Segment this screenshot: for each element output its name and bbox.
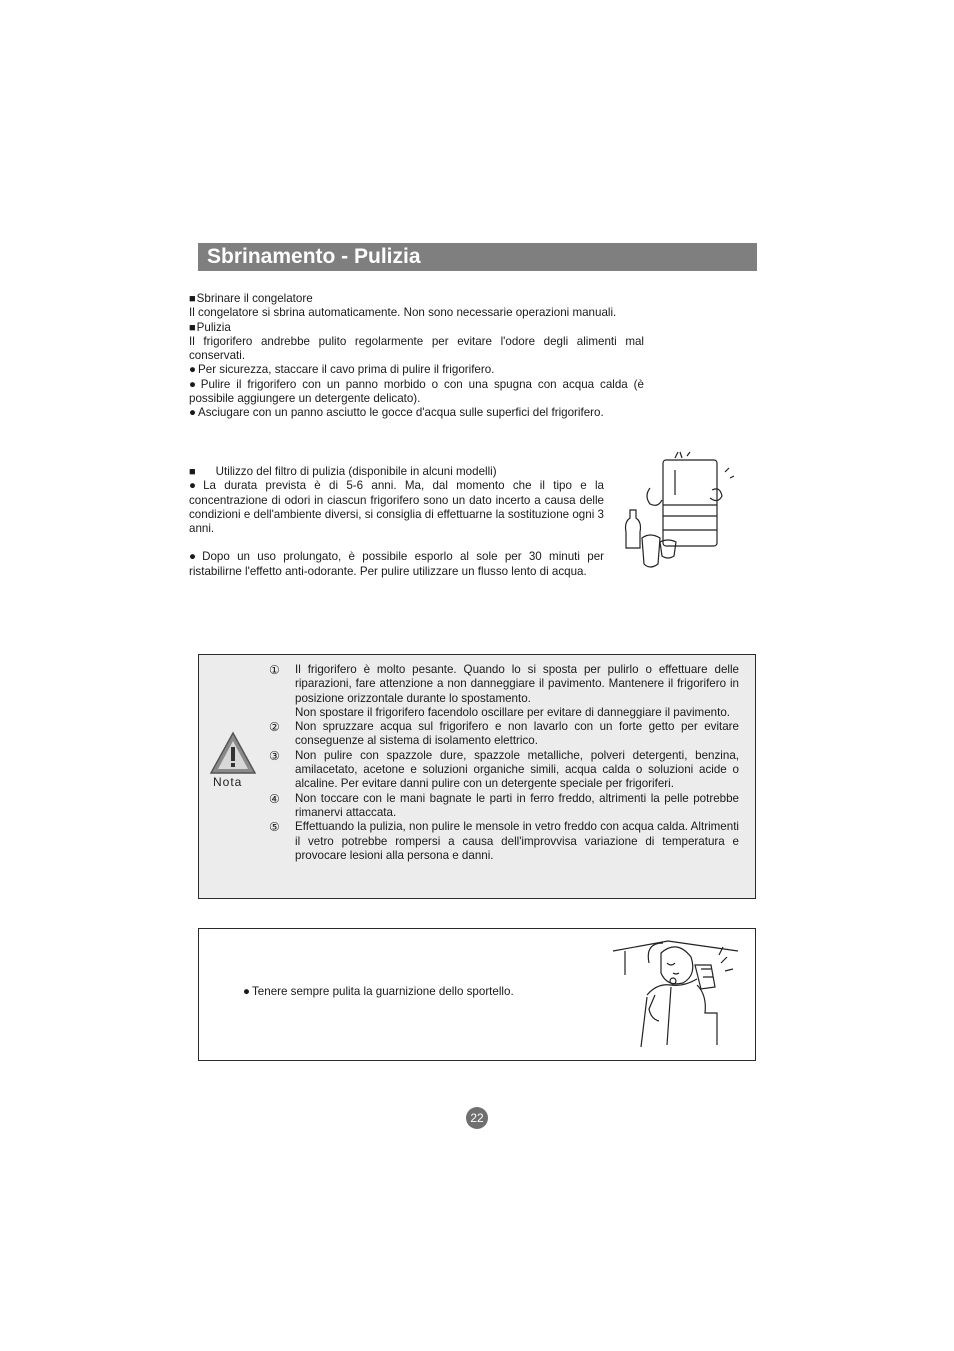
cleaning-bullet-2: ● Pulire il frigorifero con un panno morbido o con una spugna con acqua calda (è possibile aggiungere un detergente delicato). bbox=[189, 377, 644, 406]
section-title-bar bbox=[198, 243, 757, 271]
cleaning-text: Il frigorifero andrebbe pulito regolarmente per evitare l'odore degli alimenti mal conservati. bbox=[189, 334, 644, 363]
bullet-icon: ● bbox=[189, 550, 201, 564]
note-number: ② bbox=[269, 720, 280, 735]
note-label: Nota bbox=[213, 775, 243, 789]
note-number: ① bbox=[269, 663, 280, 677]
note-box bbox=[198, 654, 756, 899]
person-cleaning-gasket-illustration bbox=[611, 935, 746, 1055]
gasket-tip: ● Tenere sempre pulita la guarnizione dello sportello. bbox=[243, 985, 514, 998]
note-item-3: ③ Non pulire con spazzole dure, spazzole metalliche, polveri detergenti, benzina, amilacetato, acetone e soluzioni organiche simili, acqua calda o soluzioni acide o alcaline. Per evitare danni pulire con un detergente speciale per frigoriferi. bbox=[269, 748, 739, 791]
filter-text bbox=[189, 465, 604, 579]
gasket-tip-box bbox=[198, 928, 756, 1061]
note-number: ④ bbox=[269, 791, 280, 806]
fridge-cleaning-illustration bbox=[620, 450, 745, 585]
square-bullet-icon: ■ bbox=[189, 466, 196, 478]
defrost-heading: ■Sbrinare il congelatore bbox=[189, 292, 313, 305]
filter-heading: ■ Utilizzo del filtro di pulizia (disponibile in alcuni modelli) bbox=[189, 465, 497, 478]
bullet-icon: ● bbox=[243, 985, 251, 998]
bullet-icon: ● bbox=[189, 377, 199, 391]
warning-triangle-icon bbox=[209, 731, 257, 775]
square-bullet-icon: ■ bbox=[189, 321, 196, 334]
note-item-2: ② Non spruzzare acqua sul frigorifero e non lavarlo con un forte getto per evitare conseguenze al sistema di isolamento elettrico. bbox=[269, 720, 739, 748]
note-item-5: ⑤ Effettuando la pulizia, non pulire le mensole in vetro freddo con acqua calda. Altrimenti il vetro potrebbe rompersi a causa dell'improvvisa variazione di temperatura e provocare lesioni alla persona e danni. bbox=[269, 820, 739, 862]
note-list bbox=[269, 663, 739, 863]
defrost-cleaning-text bbox=[189, 292, 644, 421]
page-title: Sbrinamento - Pulizia bbox=[207, 245, 421, 268]
note-item-4: ④ Non toccare con le mani bagnate le parti in ferro freddo, altrimenti la pelle potrebbe rimanervi attaccata. bbox=[269, 791, 739, 819]
cleaning-heading: ■Pulizia bbox=[189, 320, 231, 334]
page-number: 22 bbox=[466, 1107, 488, 1129]
filter-bullet-2: ● Dopo un uso prolungato, è possibile esporlo al sole per 30 minuti per ristabilirne l'effetto anti-odorante. Per pulire utilizzare un flusso lento di acqua. bbox=[189, 550, 604, 578]
note-number: ③ bbox=[269, 748, 280, 763]
note-item-1: ① Il frigorifero è molto pesante. Quando lo si sposta per pulirlo o effettuare delle riparazioni, fare attenzione a non danneggiare il pavimento. Mantenere il frigorifero in posizione orizzontale durante lo spostamento. Non spostare il frigorifero facendolo oscillare per evitare di danneggiare il pavimento. bbox=[269, 663, 739, 719]
defrost-text: Il congelatore si sbrina automaticamente. Non sono necessarie operazioni manuali. bbox=[189, 306, 617, 320]
note-number: ⑤ bbox=[269, 820, 280, 835]
bullet-icon: ● bbox=[189, 479, 202, 493]
cleaning-bullet-3: ● Asciugare con un panno asciutto le gocce d'acqua sulle superfici del frigorifero. bbox=[189, 406, 604, 420]
cleaning-bullet-1: ● Per sicurezza, staccare il cavo prima di pulire il frigorifero. bbox=[189, 363, 495, 377]
bullet-icon: ● bbox=[189, 406, 197, 420]
square-bullet-icon: ■ bbox=[189, 293, 196, 305]
filter-bullet-1: ● La durata prevista è di 5-6 anni. Ma, dal momento che il tipo e la concentrazione di odori in ciascun frigorifero sono un dato incerto a causa delle condizioni e dell'ambiente diversi, si consiglia di effettuarne la sostituzione ogni 3 anni. bbox=[189, 479, 604, 536]
bullet-icon: ● bbox=[189, 363, 197, 377]
